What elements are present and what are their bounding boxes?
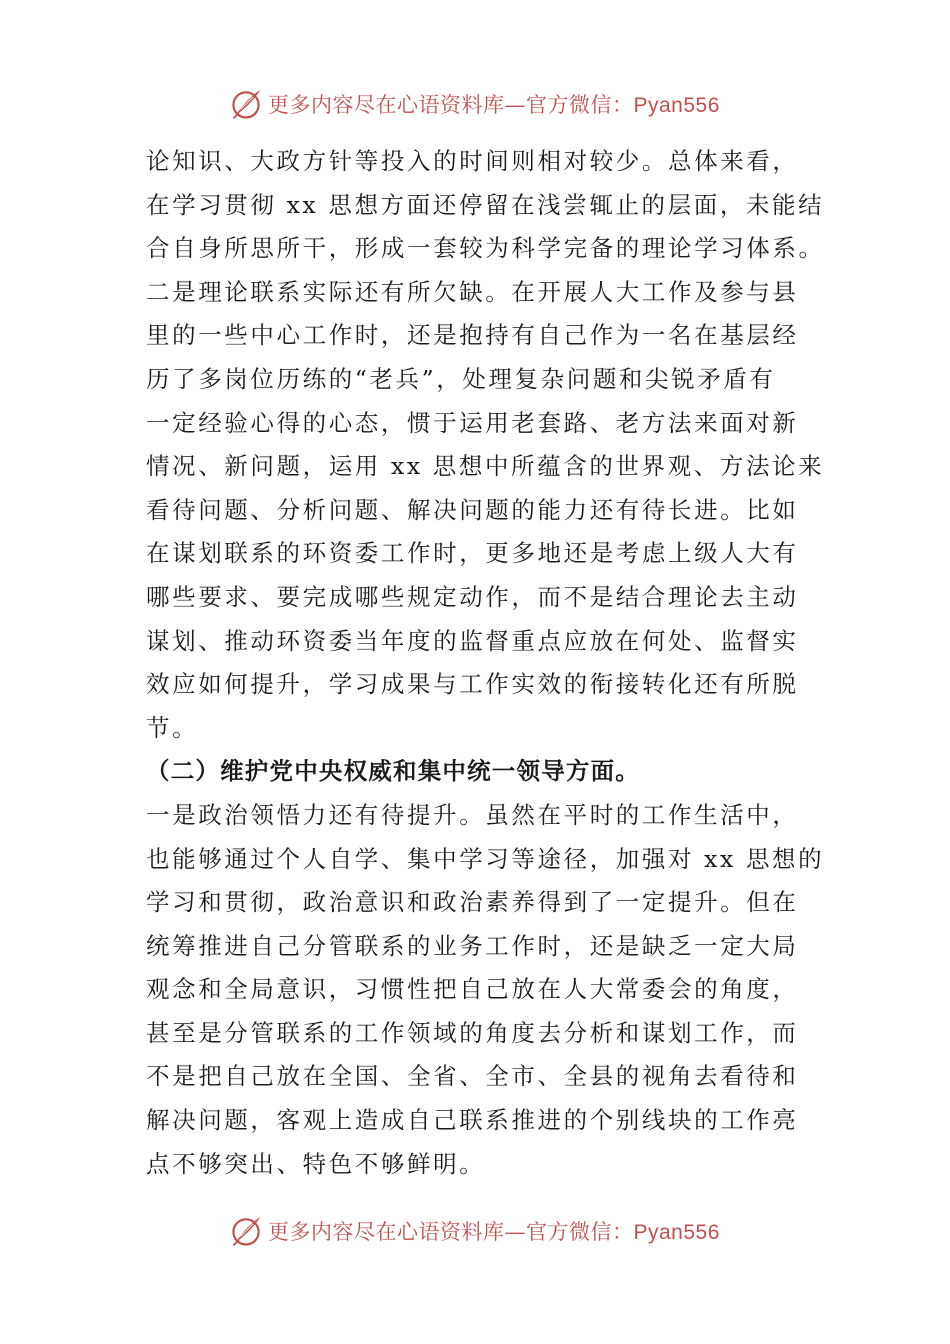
body-line: 观念和全局意识，习惯性把自己放在人大常委会的角度，	[146, 975, 799, 1004]
watermark-text: 更多内容尽在心语资料库—官方微信：Pyan556	[268, 1220, 720, 1244]
wechat-id: Pyan556	[633, 94, 720, 117]
body-line: 在学习贯彻 xx 思想方面还停留在浅尝辄止的层面，未能结	[146, 190, 825, 219]
body-line: 在谋划联系的环资委工作时，更多地还是考虑上级人大有	[146, 539, 799, 568]
body-line: 也能够通过个人自学、集中学习等途径，加强对 xx 思想的	[146, 844, 825, 873]
body-line: 效应如何提升，学习成果与工作实效的衔接转化还有所脱	[146, 670, 799, 699]
document-body	[146, 140, 825, 1186]
body-line: 情况、新问题，运用 xx 思想中所蕴含的世界观、方法论来	[146, 452, 825, 481]
body-line: 二是理论联系实际还有所欠缺。在开展人大工作及参与县	[146, 277, 799, 306]
quill-pen-logo-icon	[228, 1213, 264, 1249]
body-line: 里的一些中心工作时，还是抱持有自己作为一名在基层经	[146, 321, 799, 350]
body-line: 论知识、大政方针等投入的时间则相对较少。总体来看，	[146, 147, 799, 175]
body-line: 合自身所思所干，形成一套较为科学完备的理论学习体系。	[146, 234, 825, 263]
body-line: 点不够突出、特色不够鲜明。	[146, 1149, 486, 1178]
body-line: 甚至是分管联系的工作领域的角度去分析和谋划工作，而	[146, 1018, 799, 1047]
body-line: 哪些要求、要完成哪些规定动作，而不是结合理论去主动	[146, 582, 799, 611]
quill-pen-logo-icon	[228, 86, 264, 122]
wechat-id: Pyan556	[633, 1221, 720, 1244]
watermark-text: 更多内容尽在心语资料库—官方微信：Pyan556	[268, 93, 720, 117]
body-line: 学习和贯彻，政治意识和政治素养得到了一定提升。但在	[146, 888, 799, 917]
body-line: 解决问题，客观上造成自己联系推进的个别线块的工作亮	[146, 1106, 799, 1135]
body-line: 统筹推进自己分管联系的业务工作时，还是缺乏一定大局	[146, 931, 799, 960]
footer-watermark-banner	[228, 1211, 720, 1251]
body-line: 谋划、推动环资委当年度的监督重点应放在何处、监督实	[146, 626, 799, 655]
body-line: 不是把自己放在全国、全省、全市、全县的视角去看待和	[146, 1062, 799, 1091]
body-line: 历了多岗位历练的“老兵”，处理复杂问题和尖锐矛盾有	[146, 364, 776, 393]
body-line: 一定经验心得的心态，惯于运用老套路、老方法来面对新	[146, 408, 799, 437]
header-watermark-banner	[228, 84, 720, 124]
body-line: 看待问题、分析问题、解决问题的能力还有待长进。比如	[146, 495, 799, 524]
body-line: 节。	[146, 713, 199, 742]
body-line: 一是政治领悟力还有待提升。虽然在平时的工作生活中，	[146, 800, 799, 829]
section-heading: （二）维护党中央权威和集中统一领导方面。	[146, 757, 640, 786]
